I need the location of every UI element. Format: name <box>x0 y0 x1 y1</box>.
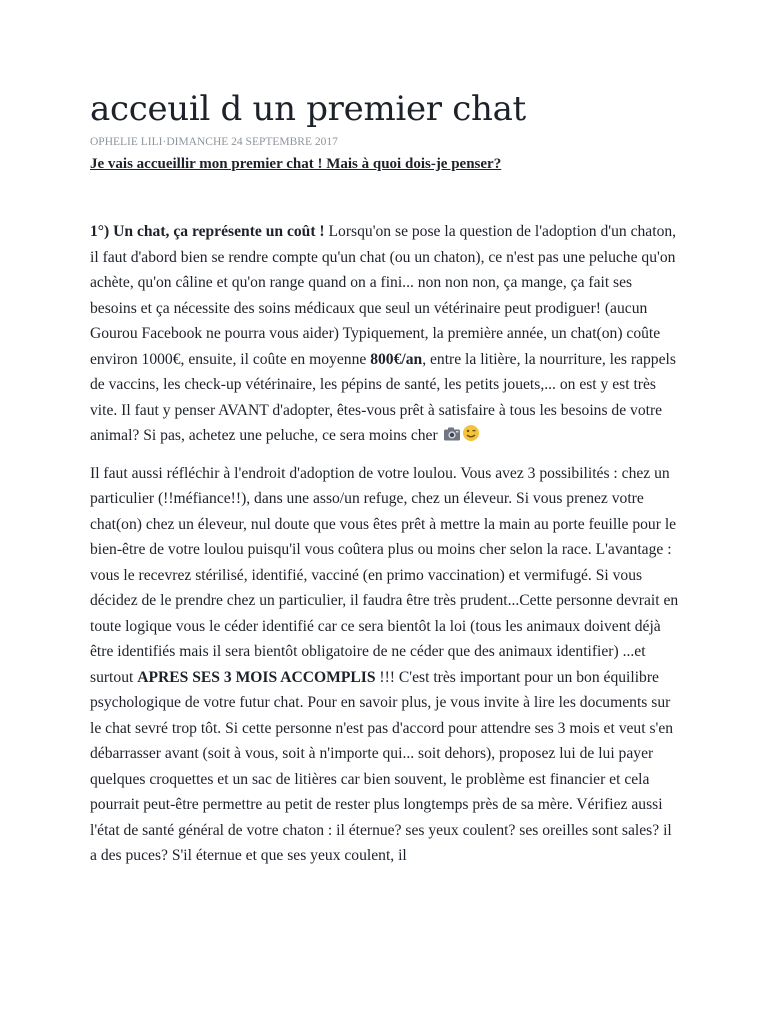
yearly-cost-amount: 800€/an <box>370 350 423 368</box>
camera-icon <box>443 425 461 441</box>
article-subtitle: Je vais accueillir mon premier chat ! Mais à quoi dois-je penser? <box>90 156 502 172</box>
paragraph-adoption-place <box>90 461 680 869</box>
paragraph-text: Il faut aussi réfléchir à l'endroit d'adoption de votre loulou. Vous avez 3 possibilités : chez un particulier (!!méfiance!!), dans une asso/un refuge, chez un éleveur. Si vous prenez votre chat(on) chez un éleveur, nul doute que vous êtes prêt à mettre la main au porte feuille pour le bien-être de votre loulou puisqu'il vous coûtera plus ou moins cher selon la race. L'avantage : vous le recevrez stérilisé, identifié, vacciné (en primo vaccination) et vermifugé. Si vous décidez de le prendre chez un particulier, il faudra être très prudent...Cette personne devrait en toute logique vous le céder identifié car ce sera bientôt la loi (tous les animaux doivent déjà être identifiés mais il sera bientôt obligatoire de ne céder que des animaux identifier) ...et surtout <box>90 464 679 686</box>
paragraph-text: !!! C'est très important pour un bon équilibre psychologique de votre futur chat. Pour en savoir plus, je vous invite à lire les documents sur le chat sevré trop tôt. Si cette personne n'est pas d'accord pour attendre ses 3 mois et veut s'en débarrasser avant (soit à vous, soit à n'importe qui... soit dehors), proposez lui de lui payer quelques croquettes et un sac de litières car bien souvent, le problème est financier et cela pourrait peut-être permettre au petit de rester plus longtemps près de sa mère. Vérifiez aussi l'état de santé général de votre chaton : il éternue? ses yeux coulent? ses oreilles sont sales? il a des puces? S'il éternue et que ses yeux coulent, il <box>90 668 674 864</box>
emphasis-three-months: APRES SES 3 MOIS ACCOMPLIS <box>137 668 376 686</box>
paragraph-cost <box>90 219 680 449</box>
paragraph-text: Lorsqu'on se pose la question de l'adoption d'un chaton, il faut d'abord bien se rendre compte qu'un chat (ou un chaton), ce n'est pas une peluche qu'on achète, qu'on câline et qu'on range quand on a fini... non non non, ça mange, ça fait ses besoins et ça nécessite des soins médicaux que seul un vétérinaire peut prodiguer! (aucun Gourou Facebook ne pourra vous aider) Typiquement, la première année, un chat(on) coûte environ 1000€, ensuite, il coûte en moyenne <box>90 223 677 368</box>
paragraph-text: , entre la litière, la nourriture, les rappels de vaccins, les check-up vétérinaire, les pépins de santé, les petits jouets,... on est y est très vite. Il faut y penser AVANT d'adopter, êtes-vous prêt à satisfaire à tous les besoins de votre animal? Si pas, achetez une peluche, ce sera moins cher <box>90 350 676 444</box>
section-heading-cost: 1°) Un chat, ça représente un coût ! <box>90 223 325 240</box>
winking-face-icon <box>462 424 480 440</box>
author-date-meta: OPHELIE LILI·DIMANCHE 24 SEPTEMBRE 2017 <box>90 136 338 148</box>
page-title: acceuil d un premier chat <box>90 89 526 129</box>
